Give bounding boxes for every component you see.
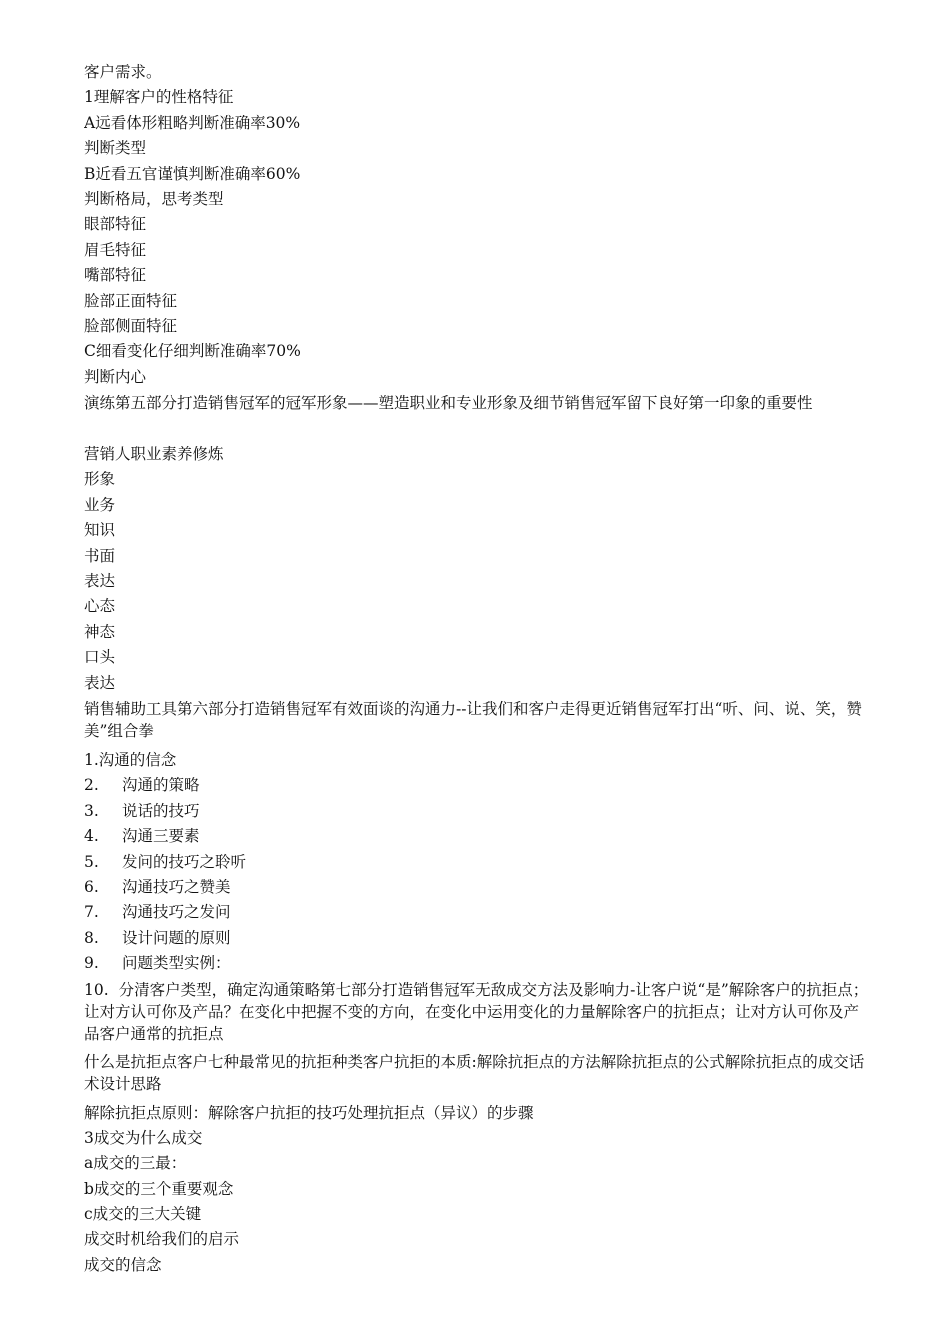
section-heading: 3成交为什么成交 (84, 1128, 203, 1147)
list-item: 1.沟通的信念 (84, 750, 177, 769)
list-item (84, 951, 870, 976)
list-item (84, 900, 870, 925)
section-heading: 销售辅助工具第六部分打造销售冠军有效面谈的沟通力--让我们和客户走得更近销售冠军打出“听、问、说、笑，赞美”组合拳 (84, 699, 862, 740)
text-line: 表达 (84, 673, 116, 692)
text-line: 客户需求。 (84, 63, 162, 81)
text-line: 神态 (84, 622, 116, 641)
list-number: 5. (84, 852, 99, 871)
section-heading: 演练第五部分打造销售冠军的冠军形象——塑造职业和专业形象及细节销售冠军留下良好第一印象的重要性 (84, 394, 813, 413)
text-line: c成交的三大关键 (84, 1205, 202, 1224)
list-item-text: 沟通技巧之发问 (122, 903, 231, 922)
list-item (84, 824, 870, 849)
text-line: 营销人职业素养修炼 (84, 445, 224, 464)
text-line: 判断格局，思考类型 (84, 189, 224, 208)
text-line: 形象 (84, 470, 116, 489)
list-number: 8. (84, 928, 99, 947)
list-number: 6. (84, 877, 99, 896)
text-line: 脸部正面特征 (84, 291, 178, 310)
list-item-text: 分清客户类型，确定沟通策略第七部分打造销售冠军无敌成交方法及影响力-让客户说“是”解除客户的抗拒点；让对方认可你及产品？在变化中把握不变的方向，在变化中运用变化的力量解除客户的抗拒点；让对方认可你及产品客户通常的抗拒点 (84, 980, 869, 1043)
text-line: 判断类型 (84, 139, 147, 158)
text-line: 眉毛特征 (84, 240, 147, 259)
text-line: 成交的信念 (84, 1255, 162, 1274)
section-heading: 1理解客户的性格特征 (84, 88, 234, 107)
text-line: 心态 (84, 597, 116, 616)
text-line: b成交的三个重要观念 (84, 1179, 234, 1198)
list-item-text: 沟通技巧之赞美 (122, 877, 231, 896)
list-item-text: 问题类型实例： (122, 954, 231, 973)
text-line: 口头 (84, 648, 116, 667)
text-line: 判断内心 (84, 367, 147, 386)
text-line: 表达 (84, 572, 116, 591)
list-item-text: 说话的技巧 (122, 801, 200, 820)
list-item-text: 沟通三要素 (122, 827, 200, 846)
text-line: 眼部特征 (84, 215, 147, 234)
list-number: 3. (84, 801, 99, 820)
text-line: 脸部侧面特征 (84, 316, 178, 335)
list-item-text: 设计问题的原则 (122, 928, 231, 947)
list-item (84, 773, 870, 798)
text-line: a成交的三最： (84, 1154, 187, 1173)
list-item (84, 799, 870, 824)
text-line: B近看五官谨慎判断准确率60% (84, 164, 301, 183)
text-paragraph: 什么是抗拒点客户七种最常见的抗拒种类客户抗拒的本质:解除抗拒点的方法解除抗拒点的公式解除抗拒点的成交话术设计思路 (84, 1052, 865, 1093)
list-number: 10. (84, 980, 109, 999)
text-line: 书面 (84, 546, 116, 565)
list-number: 4. (84, 827, 99, 846)
text-line: 知识 (84, 521, 116, 540)
text-line: 嘴部特征 (84, 266, 147, 285)
text-line: 成交时机给我们的启示 (84, 1230, 240, 1249)
list-item (84, 926, 870, 951)
text-line: C细看变化仔细判断准确率70% (84, 342, 301, 361)
list-item-text: 沟通的策略 (122, 776, 200, 795)
text-line: 解除抗拒点原则：解除客户抗拒的技巧处理抗拒点（异议）的步骤 (84, 1103, 534, 1122)
list-item (84, 850, 870, 875)
list-number: 7. (84, 903, 99, 922)
list-item (84, 875, 870, 900)
list-number: 9. (84, 954, 99, 973)
list-item-text: 发问的技巧之聆听 (122, 852, 247, 871)
text-line: 业务 (84, 495, 116, 514)
list-number: 2. (84, 776, 99, 795)
text-line: A远看体形粗略判断准确率30% (84, 113, 301, 132)
document-body (84, 60, 870, 1278)
list-item (84, 979, 870, 1049)
